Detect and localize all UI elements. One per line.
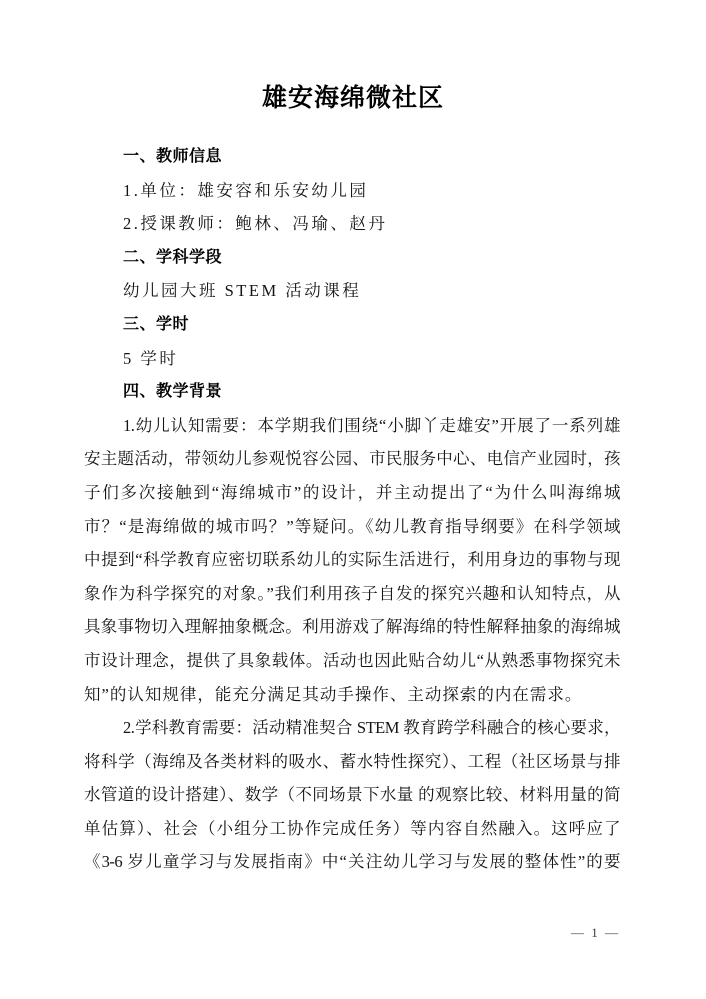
- section-heading: 三、学时: [123, 315, 190, 333]
- section-heading: 一、教师信息: [123, 148, 223, 165]
- field-line: 2.授课教师：鲍林、冯瑜、赵丹: [123, 214, 388, 234]
- section-heading: 四、教学背景: [123, 383, 223, 401]
- paragraph-line: 将科学（海绵及各类材料的吸水、蓄水特性探究）、工程（社区场景与排: [84, 751, 620, 771]
- paragraph-line: 安主题活动，带领幼儿参观悦容公园、市民服务中心、电信产业园时，孩: [84, 449, 620, 469]
- paragraph-line: 单估算）、社会（小组分工协作完成任务）等内容自然融入。这呼应了: [84, 818, 620, 838]
- paragraph-line: 市？“是海绵做的城市吗？”等疑问。《幼儿教育指导纲要》在科学领域: [84, 516, 620, 536]
- section-heading: 二、学科学段: [123, 248, 223, 266]
- paragraph-line: 象作为科学探究的对象。”我们利用孩子自发的探究兴趣和认知特点，从: [84, 583, 620, 603]
- paragraph-line: 知”的认知规律，能充分满足其动手操作、主动探索的内在需求。: [84, 684, 583, 704]
- paragraph-line: 《3-6 岁儿童学习与发展指南》中“关注幼儿学习与发展的整体性”的要: [84, 852, 620, 872]
- field-line: 幼儿园大班 STEM 活动课程: [123, 281, 362, 301]
- paragraph-line: 子们多次接触到“海绵城市”的设计，并主动提出了“为什么叫海绵城: [84, 482, 620, 502]
- paragraph-line: 2.学科教育需要：活动精准契合 STEM 教育跨学科融合的核心要求，: [123, 718, 620, 738]
- paragraph-line: 市设计理念，提供了具象载体。活动也因此贴合幼儿“从熟悉事物探究未: [84, 650, 620, 670]
- paragraph-line: 水管道的设计搭建）、数学（不同场景下水量 的观察比较、材料用量的简: [84, 785, 620, 805]
- document-body: [84, 140, 620, 879]
- page-number: — 1 —: [571, 925, 620, 940]
- document-title: 雄安海绵微社区: [261, 84, 444, 112]
- field-line: 1.单位：雄安容和乐安幼儿园: [123, 180, 369, 200]
- paragraph-line: 具象事物切入理解抽象概念。利用游戏了解海绵的特性解释抽象的海绵城: [84, 617, 620, 637]
- paragraph-line: 中提到“科学教育应密切联系幼儿的实际生活进行，利用身边的事物与现: [84, 550, 620, 570]
- paragraph-line: 1.幼儿认知需要：本学期我们围绕“小脚丫走雄安”开展了一系列雄: [123, 415, 620, 435]
- field-line: 5 学时: [123, 348, 179, 368]
